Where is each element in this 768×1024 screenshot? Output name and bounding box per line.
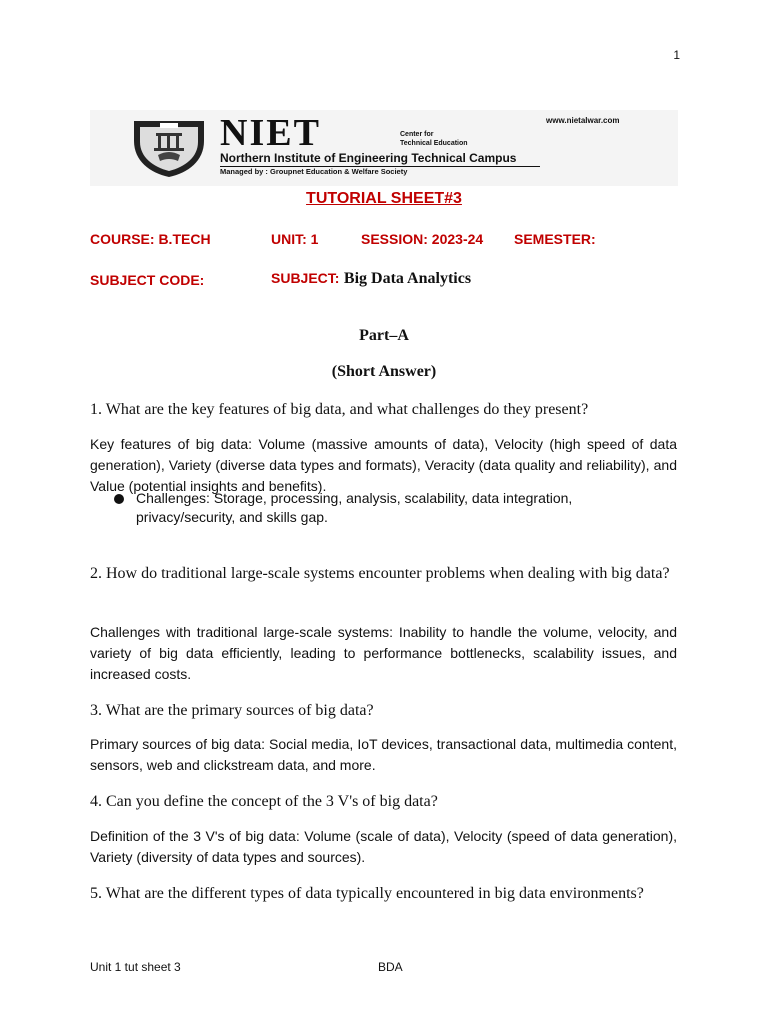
page-number: 1: [673, 48, 680, 62]
logo-wordmark: NIET: [220, 112, 321, 154]
semester: SEMESTER:: [514, 231, 596, 247]
part-subheading: (Short Answer): [331, 363, 437, 380]
website-url: www.nietalwar.com: [546, 116, 620, 125]
footer-left: Unit 1 tut sheet 3: [90, 960, 181, 974]
question-1: 1. What are the key features of big data, and what challenges do they present?: [90, 401, 589, 418]
answer-4: Definition of the 3 V's of big data: Volume (scale of data), Velocity (speed of data generation), Variety (diversity of data types and sources).: [90, 828, 677, 865]
institute-name: Northern Institute of Engineering Technical Campus: [220, 151, 517, 165]
bullet-icon: [114, 494, 124, 504]
footer-center: BDA: [378, 960, 403, 974]
question-5: 5. What are the different types of data typically encountered in big data environments?: [90, 885, 644, 902]
managed-by: Managed by : Groupnet Education & Welfare Society: [220, 167, 408, 176]
question-2: 2. How do traditional large-scale systems encounter problems when dealing with big data?: [90, 565, 670, 582]
part-heading: Part–A: [359, 327, 409, 344]
subject-code: SUBJECT CODE:: [90, 272, 205, 288]
answer-1-bullet: Challenges: Storage, processing, analysis, scalability, data integration, privacy/security, and skills gap.: [136, 490, 573, 525]
session: SESSION: 2023-24: [361, 231, 484, 247]
sheet-title: TUTORIAL SHEET#3: [306, 190, 462, 207]
subject: SUBJECT: Big Data Analytics: [271, 270, 472, 287]
course: COURSE: B.TECH: [90, 231, 211, 247]
niet-emblem-logo: [128, 117, 210, 179]
question-3: 3. What are the primary sources of big data?: [90, 702, 374, 719]
center-for-text: Center for Technical Education: [400, 131, 468, 147]
question-4: 4. Can you define the concept of the 3 V's of big data?: [90, 793, 438, 810]
answer-3: Primary sources of big data: Social media, IoT devices, transactional data, multimedia content, sensors, web and clickstream data, and more.: [90, 736, 677, 773]
unit: UNIT: 1: [271, 231, 319, 247]
answer-2: Challenges with traditional large-scale systems: Inability to handle the volume, velocity, and variety of big data efficiently, leading to performance bottlenecks, scalability issues, and increased costs.: [90, 624, 677, 682]
answer-1: Key features of big data: Volume (massive amounts of data), Velocity (high speed of data generation), Variety (diverse data types and formats), Veracity (data quality and reliability), and Value (potential insights and benefits).: [90, 436, 677, 494]
